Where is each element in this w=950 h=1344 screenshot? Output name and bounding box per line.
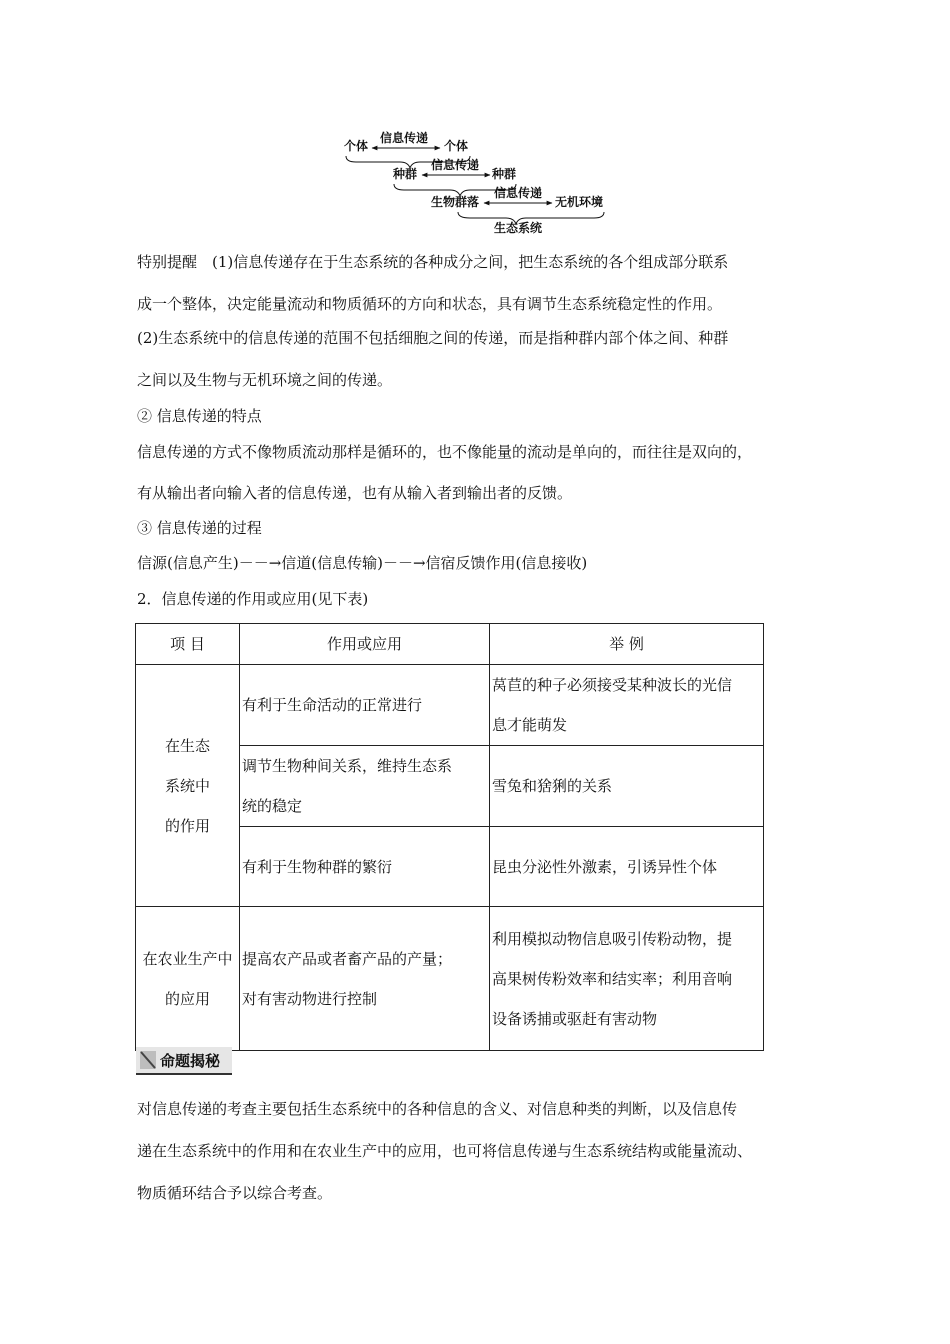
node-population-left: 种群 xyxy=(393,167,418,181)
example-cell: 雪兔和猞猁的关系 xyxy=(490,746,764,827)
example-cell: 莴苣的种子必须接受某种波长的光信 息才能萌发 xyxy=(490,665,764,746)
feature-title: ② 信息传递的特点 xyxy=(137,407,262,425)
node-environment: 无机环境 xyxy=(555,195,604,209)
node-individual-left: 个体 xyxy=(344,139,369,153)
diagonal-stripe-icon xyxy=(140,1051,156,1069)
information-transfer-diagram xyxy=(0,0,950,240)
role-cell: 调节生物种间关系，维持生态系 统的稳定 xyxy=(240,746,490,827)
reminder-line-2: 成一个整体，决定能量流动和物质循环的方向和状态，具有调节生态系统稳定性的作用。 xyxy=(137,295,723,313)
example-cell: 昆虫分泌性外激素，引诱异性个体 xyxy=(490,827,764,907)
feature-line-1: 信息传递的方式不像物质流动那样是循环的，也不像能量的流动是单向的，而往往是双向的， xyxy=(137,443,753,461)
section-badge-label: 命题揭秘 xyxy=(160,1052,221,1070)
table-row xyxy=(136,665,764,746)
header-example: 举 例 xyxy=(490,624,764,665)
example-cell: 利用模拟动物信息吸引传粉动物，提 高果树传粉效率和结实率；利用音响 设备诱捕或驱赶有害动物 xyxy=(490,907,764,1051)
reminder-line-4: 之间以及生物与无机环境之间的传递。 xyxy=(137,371,393,389)
edge-label-1: 信息传递 xyxy=(380,131,429,145)
info-transfer-table xyxy=(135,623,764,1051)
ecosystem-label: 生态系统 xyxy=(494,221,543,235)
process-line: 信源(信息产生)－－→信道(信息传输)－－→信宿反馈作用(信息接收) xyxy=(137,554,588,572)
node-population-right: 种群 xyxy=(492,167,517,181)
role-cell: 有利于生命活动的正常进行 xyxy=(240,665,490,746)
process-title: ③ 信息传递的过程 xyxy=(137,519,262,537)
table-row xyxy=(136,907,764,1051)
reminder-line-1: 特别提醒 (1)信息传递存在于生态系统的各种成分之间，把生态系统的各个组成部分联系 xyxy=(137,253,729,271)
role-cell: 提高农产品或者畜产品的产量； 对有害动物进行控制 xyxy=(240,907,490,1051)
summary-line-2: 递在生态系统中的作用和在农业生产中的应用，也可将信息传递与生态系统结构或能量流动、 xyxy=(137,1142,753,1160)
summary-line-1: 对信息传递的考查主要包括生态系统中的各种信息的含义、对信息种类的判断，以及信息传 xyxy=(137,1100,738,1118)
edge-label-2: 信息传递 xyxy=(431,158,480,172)
header-item: 项 目 xyxy=(136,624,240,665)
node-community: 生物群落 xyxy=(431,195,480,209)
table-header-row xyxy=(136,624,764,665)
section-badge xyxy=(136,1047,232,1075)
role-cell: 有利于生物种群的繁衍 xyxy=(240,827,490,907)
node-individual-right: 个体 xyxy=(444,139,469,153)
feature-line-2: 有从输出者向输入者的信息传递，也有从输入者到输出者的反馈。 xyxy=(137,484,573,502)
edge-label-3: 信息传递 xyxy=(494,186,543,200)
header-role: 作用或应用 xyxy=(240,624,490,665)
summary-line-3: 物质循环结合予以综合考查。 xyxy=(137,1184,333,1202)
section-2-title: 2．信息传递的作用或应用(见下表) xyxy=(137,590,369,608)
group-label-agriculture: 在农业生产中 的应用 xyxy=(136,907,240,1051)
reminder-line-3: (2)生态系统中的信息传递的范围不包括细胞之间的传递，而是指种群内部个体之间、种群 xyxy=(137,329,729,347)
group-label-ecosystem: 在生态 系统中 的作用 xyxy=(136,665,240,907)
